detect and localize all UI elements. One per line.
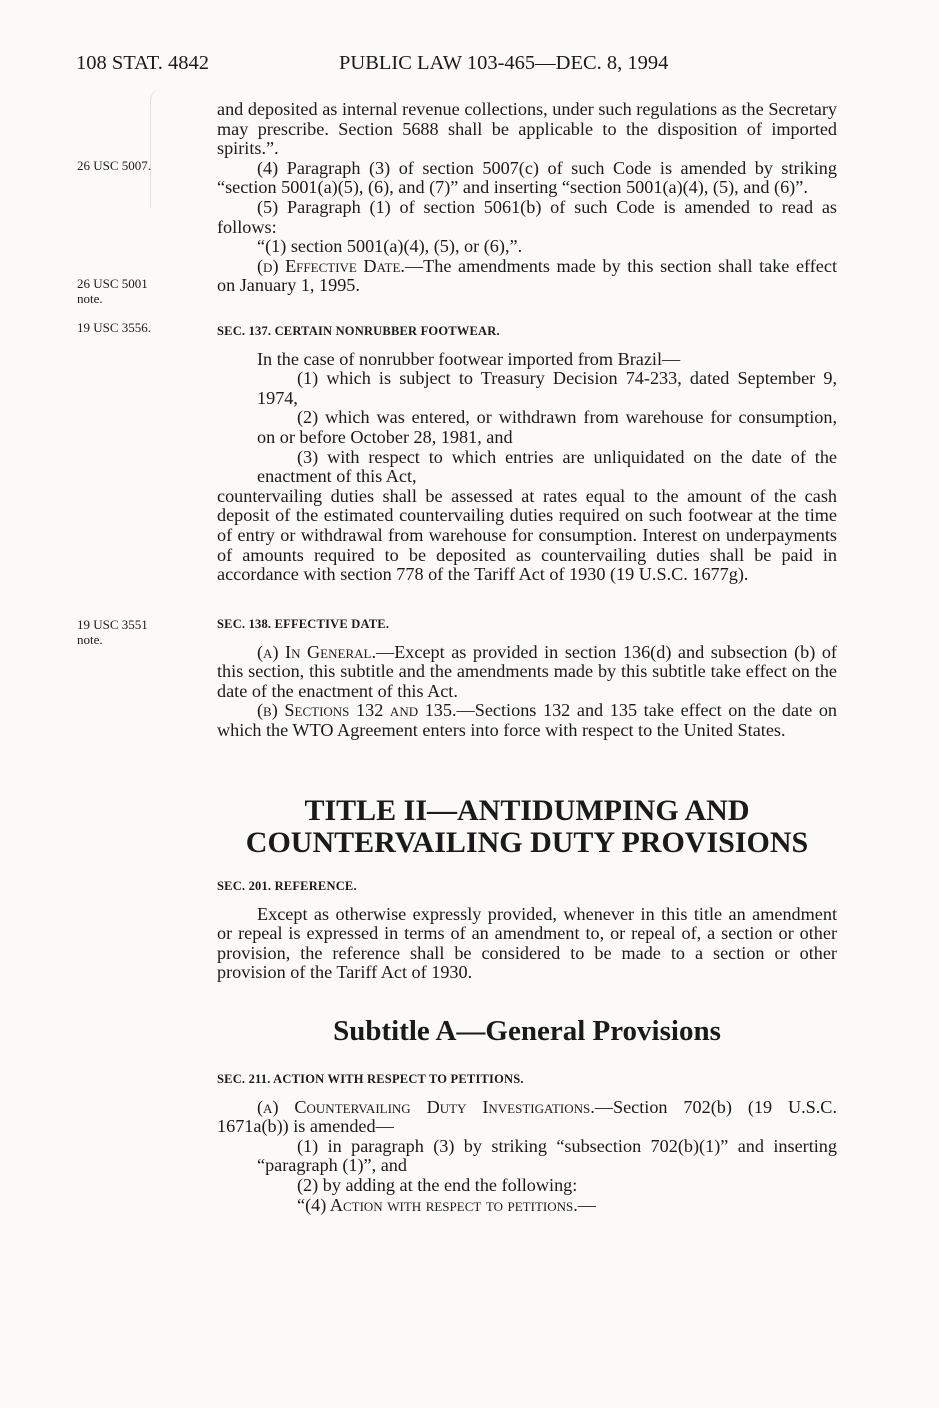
paragraph (217, 1098, 837, 1137)
margin-note-19-usc-3551 (77, 617, 197, 647)
list-item: (2) which was entered, or withdrawn from warehouse for consumption, on or before October 28, 1981, and (257, 407, 837, 447)
section-heading: SEC. 211. ACTION WITH RESPECT TO PETITIONS. (217, 1072, 524, 1086)
paragraph (217, 257, 837, 296)
margin-note-line: note. (77, 291, 103, 306)
list-item: (3) with respect to which entries are unliquidated on the date of the enactment of this Act, (257, 446, 837, 487)
margin-note-19-usc-3556: 19 USC 3556. (77, 320, 152, 335)
margin-note-line: 26 USC 5001 (77, 276, 148, 291)
title-line: COUNTERVAILING DUTY PROVISIONS (245, 826, 809, 859)
title-heading (217, 795, 837, 859)
section-heading: SEC. 137. CERTAIN NONRUBBER FOOTWEAR. (217, 324, 500, 338)
section-211 (217, 1070, 837, 1215)
list-item: “(4) Action with respect to petitions.— (297, 1194, 596, 1215)
margin-note-line: 19 USC 3551 (77, 617, 148, 632)
list-item: (2) by adding at the end the following: (297, 1174, 578, 1195)
section-136-continuation (217, 100, 837, 296)
paragraph-text: —Section 702(b) (19 U.S.C. 1671a(b)) is amended— (217, 1096, 837, 1137)
page-header (76, 52, 776, 78)
paragraph: (4) Paragraph (3) of section 5007(c) of such Code is amended by striking “section 5001(a)(5), (6), and (7)” and inserting “section 5001(a)(4), (5), and (6)”. (217, 157, 837, 198)
paragraph-label: (d) Effective Date. (257, 255, 405, 276)
subtitle-heading: Subtitle A—General Provisions (333, 1015, 721, 1047)
margin-note-26-usc-5001 (77, 276, 197, 306)
list-item: (1) which is subject to Treasury Decision 74-233, dated September 9, 1974, (257, 368, 837, 408)
section-201 (217, 877, 837, 983)
section-138 (217, 615, 837, 741)
paragraph-text: —The amendments made by this section shall take effect on January 1, 1995. (217, 255, 838, 296)
title-line: TITLE II—ANTIDUMPING AND (304, 794, 750, 827)
paragraph-label: (a) Countervailing Duty Investigations. (257, 1096, 595, 1117)
quoted-paragraph: “(1) section 5001(a)(4), (5), or (6),”. (257, 236, 523, 257)
paragraph-text: —Sections 132 and 135 take effect on the date on which the WTO Agreement enters into force with respect to the United States. (217, 700, 838, 740)
running-head: PUBLIC LAW 103-465—DEC. 8, 1994 (339, 52, 669, 74)
paragraph (217, 643, 837, 702)
margin-note-line: note. (77, 632, 103, 647)
paragraph: In the case of nonrubber footwear imported from Brazil— (257, 348, 681, 369)
paragraph (217, 701, 837, 740)
section-heading: SEC. 138. EFFECTIVE DATE. (217, 617, 390, 631)
margin-note-26-usc-5007: 26 USC 5007. (77, 158, 152, 173)
section-137 (217, 322, 837, 585)
paragraph: countervailing duties shall be assessed at rates equal to the amount of the cash deposit of the estimated countervailing duties required on such footwear at the time of entry or withdrawal from warehouse for consumption. Interest on underpayments of amounts required to be deposited as countervailing duties shall be paid in accordance with section 778 of the Tariff Act of 1930 (19 U.S.C. 1677g). (217, 485, 837, 585)
page-number: 108 STAT. 4842 (76, 52, 209, 74)
list-item: (1) in paragraph (3) by striking “subsection 702(b)(1)” and inserting “paragraph (1)”, and (257, 1135, 837, 1176)
scan-artifact (150, 88, 163, 208)
paragraph: (5) Paragraph (1) of section 5061(b) of such Code is amended to read as follows: (217, 196, 837, 237)
paragraph: and deposited as internal revenue collections, under such regulations as the Secretary may prescribe. Section 5688 shall be applicable to the disposition of imported spirits.”. (217, 99, 837, 159)
paragraph-label: (a) In General. (257, 641, 376, 662)
paragraph-label: (b) Sections 132 and 135. (257, 700, 457, 721)
paragraph-text: —Except as provided in section 136(d) and subsection (b) of this section, this subtitle and the amendments made by this subtitle take effect on the date of the enactment of this Act. (217, 641, 837, 701)
section-heading: SEC. 201. REFERENCE. (217, 879, 357, 893)
paragraph: Except as otherwise expressly provided, whenever in this title an amendment or repeal is expressed in terms of an amendment to, or repeal of, a section or other provision, the reference shall be considered to be made to a section or other provision of the Tariff Act of 1930. (217, 903, 837, 983)
